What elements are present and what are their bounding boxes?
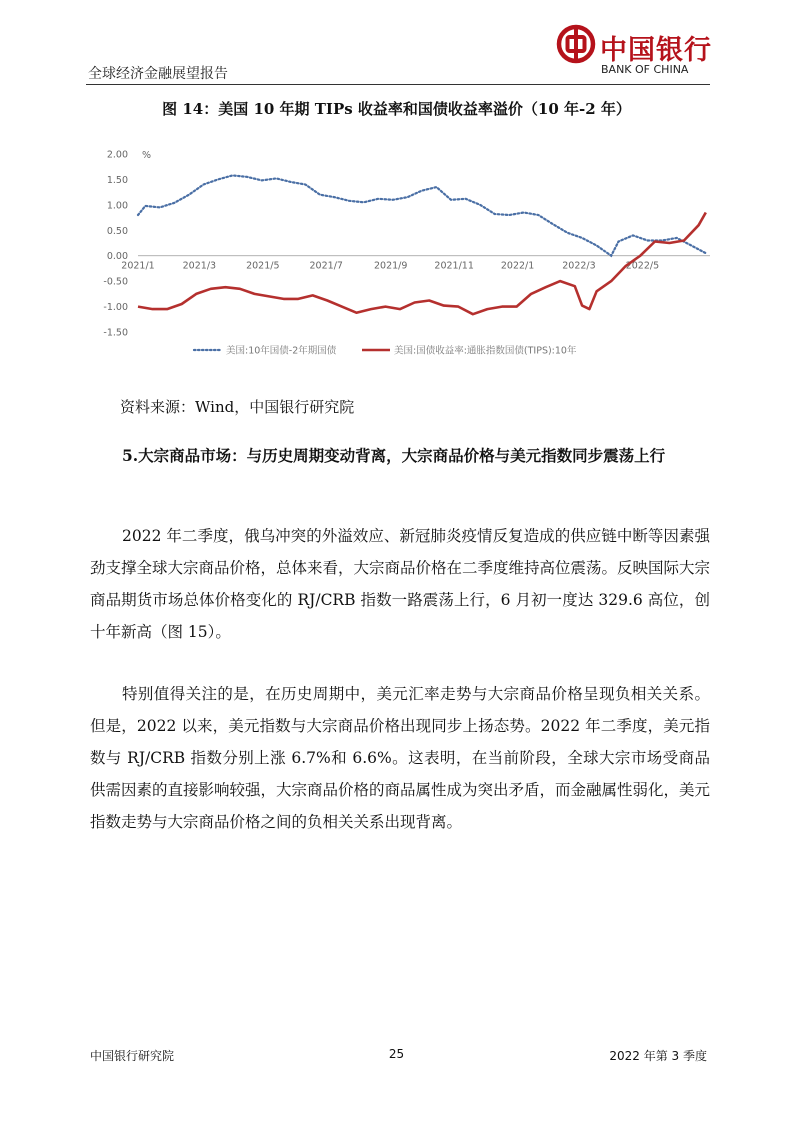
section-heading: 5.大宗商品市场：与历史周期变动背离，大宗商品价格与美元指数同步震荡上行 [122,446,666,465]
y-tick-label: -1.50 [103,327,128,339]
chart-legend [194,345,577,357]
x-axis [121,261,659,272]
x-tick-label: 2021/9 [374,260,408,272]
report-title: 全球经济金融展望报告 [88,66,228,82]
footer-period: 2022 年第 3 季度 [609,1049,707,1063]
x-tick-label: 2021/1 [121,260,155,272]
x-tick-label: 2022/5 [625,260,660,272]
y-tick-label: 1.00 [106,200,128,212]
x-tick-label: 2022/3 [562,260,596,272]
x-tick-label: 2021/7 [309,260,343,272]
y-tick-label: -0.50 [103,276,128,288]
series-line-tips-yield [138,213,706,315]
x-tick-label: 2021/11 [434,260,474,272]
figure-title: 图 14：美国 10 年期 TIPs 收益率和国债收益率溢价（10 年-2 年） [162,100,631,118]
y-tick-label: -1.00 [103,302,128,314]
body-paragraph: 2022 年二季度，俄乌冲突的外溢效应、新冠肺炎疫情反复造成的供应链中断等因素强劲支撑全球大宗商品价格，总体来看，大宗商品价格在二季度维持高位震荡。反映国际大宗商品期货市场总体价格变化的 RJ/CRB 指数一路震荡上行，6 月初一度达 329.6 高位，创十年新高（图 15）。 [90,527,711,641]
y-tick-label: 1.50 [106,174,128,186]
y-unit-label: % [142,150,152,161]
figure-source: 资料来源：Wind，中国银行研究院 [120,398,355,416]
y-tick-label: 0.50 [106,225,128,237]
x-tick-label: 2022/1 [500,260,535,272]
x-tick-label: 2021/3 [182,260,217,272]
series-line-yield-spread [138,175,706,255]
yield-chart [94,140,714,370]
header-divider [86,84,710,85]
legend-label-tips-yield: 美国:国债收益率:通胀指数国债(TIPS):10年 [394,345,577,357]
body-paragraph: 特别值得关注的是，在历史周期中，美元汇率走势与大宗商品价格呈现负相关关系。但是，2022 以来，美元指数与大宗商品价格出现同步上扬态势。2022 年二季度，美元指数与 RJ/CRB 指数分别上涨 6.7%和 6.6%。这表明，在当前阶段，全球大宗市场受商品供需因素的直接影响较强，大宗商品价格的商品属性成为突出矛盾，而金融属性弱化，美元指数走势与大宗商品价格之间的负相关关系出现背离。 [90,685,711,831]
logo-chinese-name: 中国银行 [600,35,712,66]
footer-org: 中国银行研究院 [90,1049,175,1063]
y-axis [103,150,128,339]
y-tick-label: 2.00 [106,149,128,161]
x-tick-label: 2021/5 [246,260,280,272]
y-tick-label: 0.00 [106,251,128,263]
bank-logo-emblem-icon [556,24,596,64]
logo-english-name: BANK OF CHINA [601,63,689,76]
bank-logo [556,20,712,80]
page-number: 25 [388,1047,405,1061]
legend-label-yield-spread: 美国:10年国债-2年期国债 [226,345,337,357]
